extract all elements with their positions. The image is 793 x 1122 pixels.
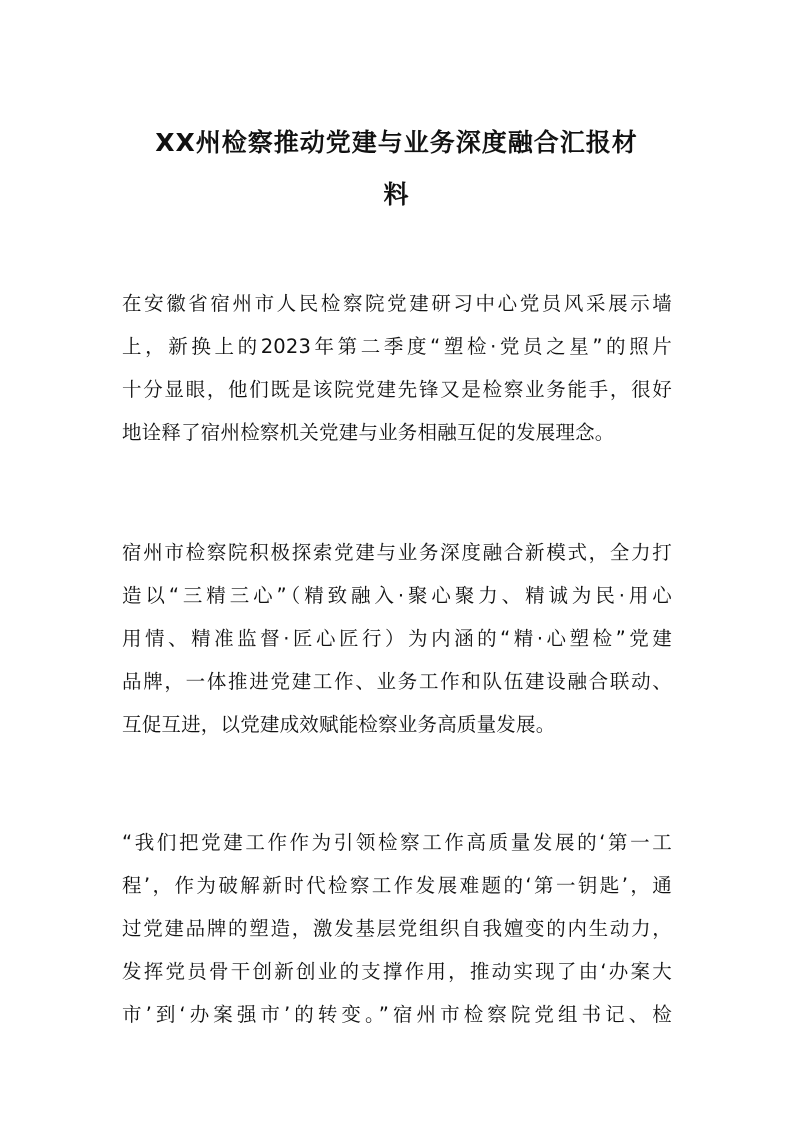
paragraph-3-line-2: 程’，作为破解新时代检察工作发展难题的‘第一钥匙’，通 [122, 874, 672, 897]
paragraph-2-line-3: 用情、精准监督·匠心匠行）为内涵的“精·心塑检”党建 [122, 627, 672, 650]
paragraph-2-line-1: 宿州市检察院积极探索党建与业务深度融合新模式，全力打 [122, 541, 672, 564]
paragraph-2-line-4: 品牌，一体推进党建工作、业务工作和队伍建设融合联动、 [122, 670, 672, 693]
paragraph-1-line-2: 上，新换上的2023年第二季度“塑检·党员之星”的照片 [122, 335, 672, 358]
paragraph-2-line-2: 造以“三精三心”（精致融入·聚心聚力、精诚为民·用心 [122, 584, 672, 607]
paragraph-1-line-4: 地诠释了宿州检察机关党建与业务相融互促的发展理念。 [122, 421, 615, 444]
document-title-line-1: XX州检察推动党建与业务深度融合汇报材 [155, 128, 638, 157]
paragraph-3-line-4: 发挥党员骨干创新创业的支撑作用，推动实现了由‘办案大 [122, 960, 672, 983]
paragraph-1-line-1: 在安徽省宿州市人民检察院党建研习中心党员风采展示墙 [122, 292, 672, 315]
paragraph-2-line-5: 互促互进，以党建成效赋能检察业务高质量发展。 [122, 713, 556, 736]
paragraph-3-line-5: 市’到‘办案强市’的转变。”宿州市检察院党组书记、检 [122, 1003, 672, 1026]
paragraph-3-line-3: 过党建品牌的塑造，激发基层党组织自我嬗变的内生动力， [122, 917, 672, 940]
document-title-line-2: 料 [383, 180, 410, 209]
paragraph-3-line-1: “我们把党建工作作为引领检察工作高质量发展的‘第一工 [122, 831, 672, 854]
paragraph-1-line-3: 十分显眼，他们既是该院党建先锋又是检察业务能手，很好 [122, 378, 672, 401]
